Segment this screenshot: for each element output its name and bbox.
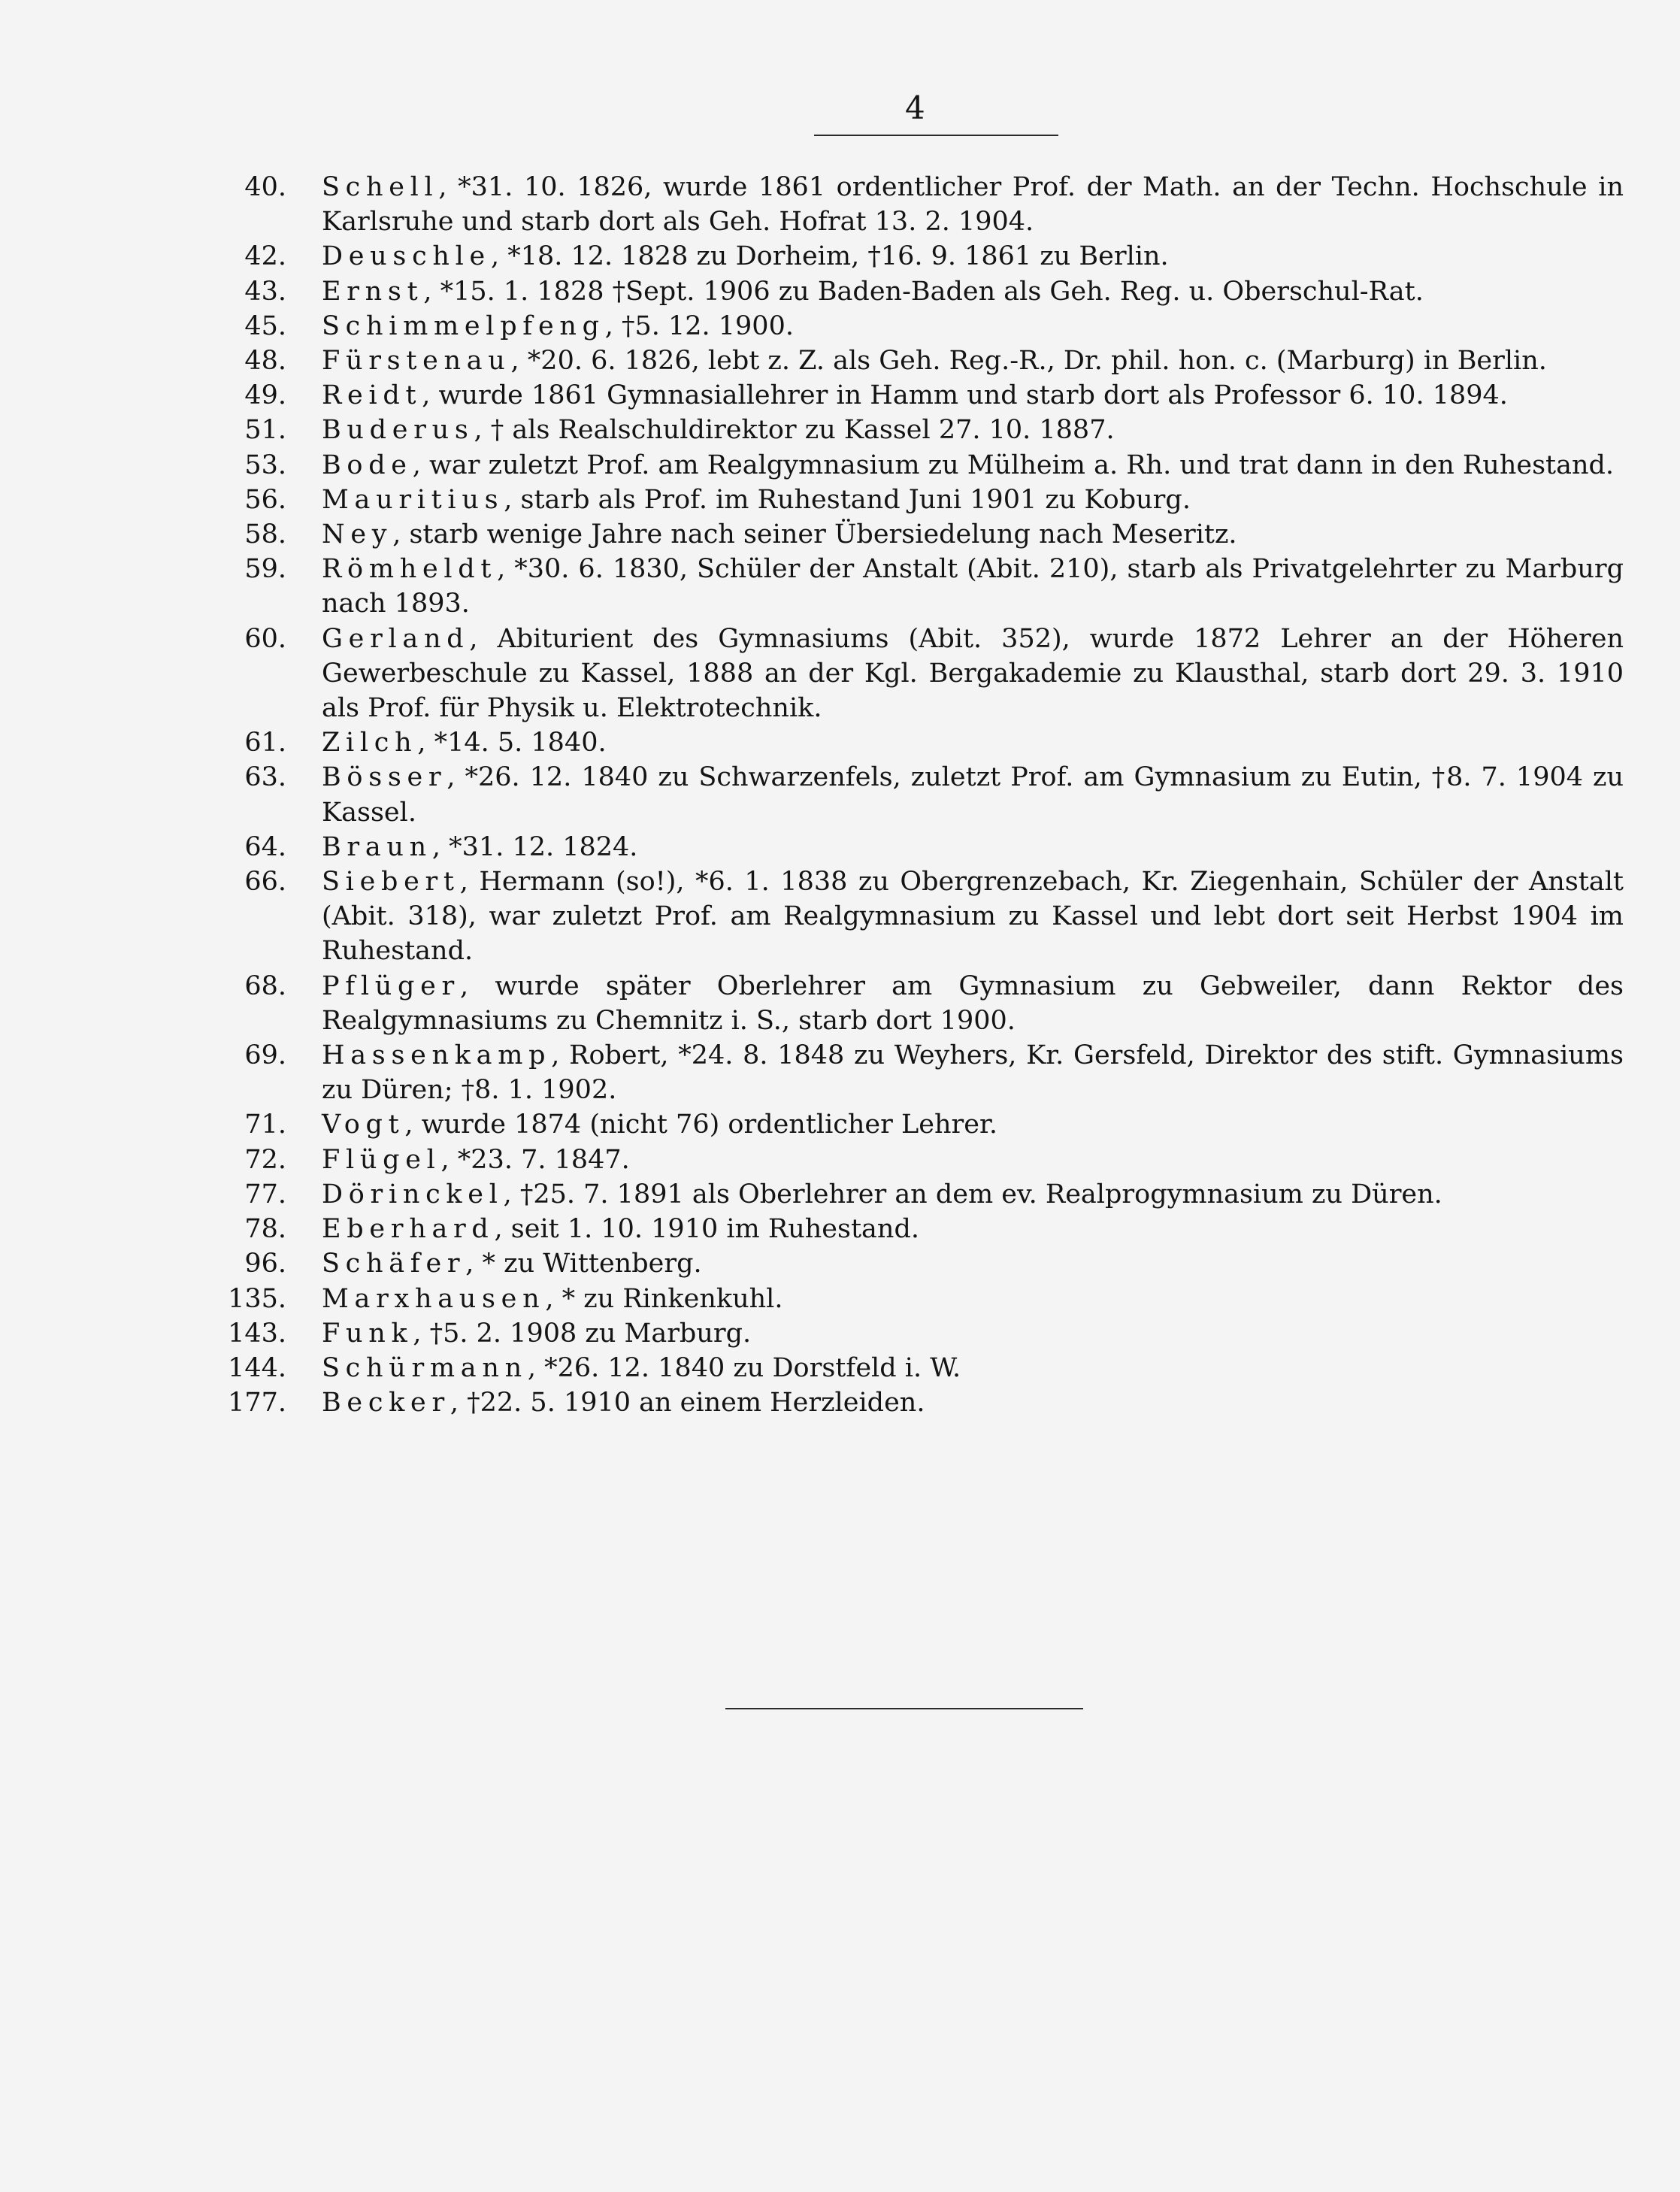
entry-name: Mauritius [322,484,504,515]
entry-details: , *18. 12. 1828 zu Dorheim, †16. 9. 1861 zu Berlin. [490,241,1169,272]
entry-details: , * zu Wittenberg. [465,1249,702,1279]
entry-details: , war zuletzt Prof. am Realgymnasium zu Mülheim a. Rh. und trat dann in den Ruhestand. [412,450,1615,480]
entry-number: 42. [244,241,286,272]
entry-name: Hassenkamp [322,1040,552,1071]
entry-number: 71. [244,1110,286,1140]
entry-name: Ernst [322,276,424,307]
list-item [226,448,1624,483]
entry-text [322,170,1624,239]
entry-text [322,1212,1624,1246]
list-item [226,969,1624,1038]
list-item [226,344,1624,378]
list-item [226,864,1624,969]
entry-name: Dörinckel [322,1179,504,1210]
entry-details: , †5. 2. 1908 zu Marburg. [413,1318,752,1349]
list-item [226,1351,1624,1385]
entry-name: Schell [322,172,439,202]
entry-details: , *30. 6. 1830, Schüler der Anstalt (Abit. 210), starb als Privatgelehrter zu Marburg nach 1893. [322,554,1624,619]
bottom-rule [725,1708,1083,1709]
entry-text [322,517,1624,552]
list-item [226,309,1624,344]
entry-name: Marxhausen [322,1283,546,1314]
entry-number: 77. [244,1179,286,1210]
entry-details: , starb wenige Jahre nach seiner Übersiedelung nach Meseritz. [392,519,1237,550]
entry-number: 78. [244,1214,286,1245]
entry-name: Schimmelpfeng [322,310,605,341]
entry-name: Eberhard [322,1214,495,1245]
entry-details: , †25. 7. 1891 als Oberlehrer an dem ev. Realprogymnasium zu Düren. [503,1179,1442,1210]
entry-number: 63. [244,762,286,793]
entry-text [322,552,1624,621]
entry-details: , *14. 5. 1840. [417,728,607,758]
list-item [226,1316,1624,1351]
entry-text [322,1177,1624,1212]
list-item [226,1385,1624,1420]
list-item [226,483,1624,517]
entry-number: 51. [244,415,286,446]
entry-details: , † als Realschuldirektor zu Kassel 27. 10. 1887. [474,415,1115,446]
entry-text [322,622,1624,726]
entry-number: 144. [228,1352,286,1383]
list-item [226,552,1624,621]
list-item [226,239,1624,274]
entry-number: 58. [244,519,286,550]
entry-text [322,239,1624,274]
entry-details: , starb als Prof. im Ruhestand Juni 1901 zu Koburg. [504,484,1191,515]
entry-details: , *23. 7. 1847. [440,1144,630,1175]
entry-number: 66. [244,867,286,898]
entry-text [322,1282,1624,1316]
entry-name: Flügel [322,1144,441,1175]
entry-name: Reidt [322,380,422,411]
list-item [226,622,1624,726]
entry-number: 56. [244,484,286,515]
entry-text [322,1038,1624,1107]
entry-details: , †22. 5. 1910 an einem Herzleiden. [450,1388,925,1418]
entry-details: , *31. 12. 1824. [431,831,638,862]
entry-number: 69. [244,1040,286,1071]
page-number: 4 [905,89,925,126]
list-item [226,1143,1624,1177]
entry-text [322,448,1624,483]
entry-details: , seit 1. 10. 1910 im Ruhestand. [494,1214,919,1245]
entry-name: Fürstenau [322,346,511,377]
top-rule [814,135,1058,136]
entry-name: Römheldt [322,554,498,585]
entry-number: 61. [244,728,286,758]
entry-text [322,760,1624,829]
entry-number: 49. [244,380,286,411]
entry-details: , wurde später Oberlehrer am Gymnasium zu Gebweiler, dann Rektor des Realgymnasiums zu Chemnitz i. S., starb dort 1900. [322,970,1624,1036]
entry-text [322,969,1624,1038]
list-item [226,1177,1624,1212]
entry-name: Schäfer [322,1249,466,1279]
entry-number: 177. [228,1388,286,1418]
entry-details: , *20. 6. 1826, lebt z. Z. als Geh. Reg.-R., Dr. phil. hon. c. (Marburg) in Berlin. [510,346,1547,377]
list-item [226,1212,1624,1246]
entry-details: , *26. 12. 1840 zu Dorstfeld i. W. [527,1352,961,1383]
list-item [226,1282,1624,1316]
entry-number: 53. [244,450,286,480]
entry-number: 96. [244,1249,286,1279]
entry-number: 48. [244,346,286,377]
entry-details: , Hermann (so!), *6. 1. 1838 zu Obergrenzebach, Kr. Ziegenhain, Schüler der Anstalt (Abit. 318), war zuletzt Prof. am Realgymnasium zu Kassel und lebt dort seit Herbst 1904 im Ruhestand. [322,867,1624,967]
entry-list [226,170,1624,1420]
entry-number: 143. [228,1318,286,1349]
entry-text [322,1385,1624,1420]
entry-details: , Robert, *24. 8. 1848 zu Weyhers, Kr. Gersfeld, Direktor des stift. Gymnasiums zu Düren; †8. 1. 1902. [322,1040,1624,1106]
entry-name: Ney [322,519,393,550]
list-item [226,1038,1624,1107]
entry-text [322,864,1624,969]
entry-number: 43. [244,276,286,307]
list-item [226,830,1624,864]
entry-text [322,1351,1624,1385]
entry-name: Schürmann [322,1352,528,1383]
entry-name: Buderus [322,415,474,446]
entry-number: 45. [244,310,286,341]
entry-text [322,1107,1624,1142]
entry-name: Vogt [322,1110,405,1140]
entry-number: 64. [244,831,286,862]
entry-name: Funk [322,1318,413,1349]
entry-text [322,483,1624,517]
entry-name: Bode [322,450,413,480]
entry-details: , †5. 12. 1900. [604,310,794,341]
entry-text [322,309,1624,344]
entry-text [322,725,1624,760]
entry-text [322,1246,1624,1281]
list-item [226,413,1624,447]
entry-details: , Abiturient des Gymnasiums (Abit. 352), wurde 1872 Lehrer an der Höheren Gewerbeschule zu Kassel, 1888 an der Kgl. Bergakademie zu Klausthal, starb dort 29. 3. 1910 als Prof. für Physik u. Elektrotechnik. [322,623,1624,724]
entry-text [322,1316,1624,1351]
list-item [226,378,1624,413]
entry-number: 59. [244,554,286,585]
entry-number: 60. [244,623,286,654]
entry-details: , wurde 1861 Gymnasiallehrer in Hamm und starb dort als Professor 6. 10. 1894. [422,380,1508,411]
entry-text [322,378,1624,413]
list-item [226,760,1624,829]
entry-name: Gerland [322,623,470,654]
entry-details: , wurde 1874 (nicht 76) ordentlicher Lehrer. [404,1110,997,1140]
entry-text [322,830,1624,864]
entry-name: Bösser [322,762,447,793]
entry-text [322,274,1624,309]
list-item [226,1107,1624,1142]
entry-details: , *26. 12. 1840 zu Schwarzenfels, zuletzt Prof. am Gymnasium zu Eutin, †8. 7. 1904 zu Kassel. [322,762,1624,828]
entry-text [322,344,1624,378]
list-item [226,1246,1624,1281]
list-item [226,725,1624,760]
entry-name: Pflüger [322,970,460,1001]
entry-text [322,1143,1624,1177]
list-item [226,274,1624,309]
entry-details: , *15. 1. 1828 †Sept. 1906 zu Baden-Baden als Geh. Reg. u. Oberschul-Rat. [423,276,1424,307]
entry-details: , * zu Rinkenkuhl. [545,1283,783,1314]
entry-text [322,413,1624,447]
entry-name: Becker [322,1388,450,1418]
list-item [226,517,1624,552]
entry-details: , *31. 10. 1826, wurde 1861 ordentlicher Prof. der Math. an der Techn. Hochschule in Karlsruhe und starb dort als Geh. Hofrat 13. 2. 1904. [322,172,1624,238]
entry-number: 135. [228,1283,286,1314]
entry-name: Braun [322,831,432,862]
entry-name: Zilch [322,728,418,758]
entry-name: Siebert [322,867,460,898]
list-item [226,170,1624,239]
entry-number: 68. [244,970,286,1001]
entry-name: Deuschle [322,241,491,272]
entry-number: 40. [244,172,286,202]
entry-number: 72. [244,1144,286,1175]
